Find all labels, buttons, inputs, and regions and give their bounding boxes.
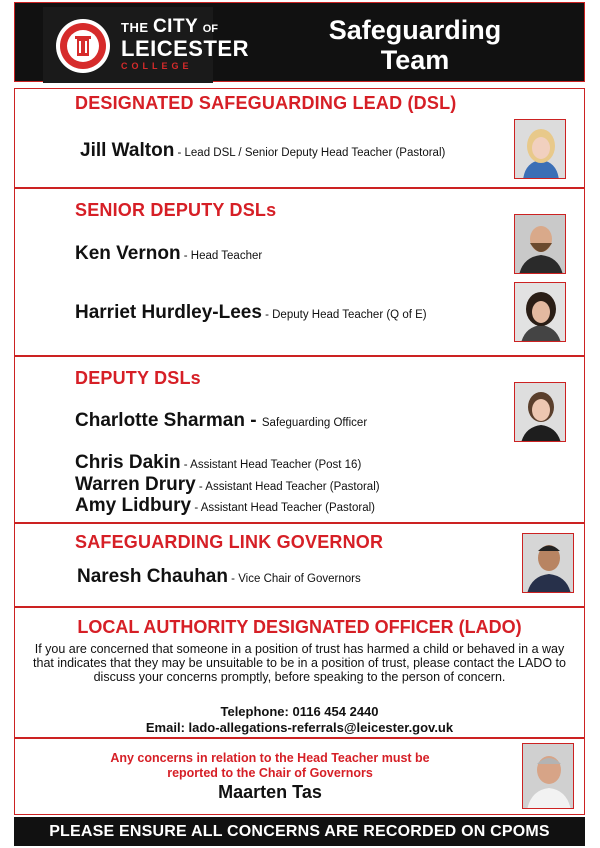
person-name: Amy Lidbury	[75, 495, 192, 516]
lado-email: Email: lado-allegations-referrals@leicester.gov.uk	[145, 720, 454, 735]
logo-of: OF	[202, 23, 218, 35]
person-name: Charlotte Sharman -	[75, 410, 262, 431]
dsl-person	[80, 140, 445, 162]
page-title-line2: Team	[380, 45, 450, 75]
person-role: - Lead DSL / Senior Deputy Head Teacher (Pastoral)	[174, 147, 446, 159]
person-name: Warren Drury	[75, 474, 196, 495]
logo-wordmark	[121, 17, 249, 71]
governor-person	[77, 566, 361, 588]
chair-of-governors-name: Maarten Tas	[218, 782, 322, 802]
person-photo-icon	[523, 534, 574, 593]
college-crest-icon	[55, 18, 111, 74]
section-divider	[14, 606, 585, 608]
deputy-person	[75, 452, 361, 474]
footer-banner: PLEASE ENSURE ALL CONCERNS ARE RECORDED ON CPOMS	[14, 817, 585, 846]
person-role: - Vice Chair of Governors	[227, 573, 361, 585]
person-name: Ken Vernon	[75, 243, 181, 264]
deputy-person	[75, 474, 380, 496]
person-role: Safeguarding Officer	[261, 417, 368, 429]
governor-section-title: SAFEGUARDING LINK GOVERNOR	[75, 532, 384, 552]
person-role: - Head Teacher	[180, 250, 263, 262]
jill-walton-photo	[514, 119, 566, 179]
person-photo-icon	[523, 744, 574, 809]
logo-city: CITY	[152, 16, 199, 37]
senior-deputy-section-title: SENIOR DEPUTY DSLs	[75, 200, 277, 220]
page-title-line1: Safeguarding	[328, 15, 502, 45]
section-divider	[14, 522, 585, 524]
lado-telephone: Telephone: 0116 454 2440	[220, 704, 379, 719]
deputy-person	[75, 495, 375, 517]
concern-line2: reported to the Chair of Governors	[167, 766, 373, 780]
senior-deputy-person	[75, 243, 262, 265]
person-role: - Assistant Head Teacher (Pastoral)	[191, 502, 375, 514]
logo-the: THE	[121, 20, 149, 35]
person-name: Chris Dakin	[75, 452, 181, 473]
person-name: Naresh Chauhan	[77, 566, 228, 587]
concern-line1: Any concerns in relation to the Head Teacher must be	[110, 751, 430, 765]
lado-section-title: LOCAL AUTHORITY DESIGNATED OFFICER (LADO)	[77, 617, 522, 637]
charlotte-sharman-photo	[514, 382, 566, 442]
section-divider	[14, 187, 585, 189]
person-photo-icon	[515, 215, 566, 274]
ken-vernon-photo	[514, 214, 566, 274]
person-photo-icon	[515, 283, 566, 342]
deputy-section-title: DEPUTY DSLs	[75, 368, 201, 388]
college-logo	[43, 7, 249, 83]
head-teacher-concern-notice	[60, 751, 480, 781]
person-name: Jill Walton	[80, 140, 175, 161]
maarten-tas-photo	[522, 743, 574, 809]
person-photo-icon	[515, 120, 566, 179]
logo-leicester: LEICESTER	[121, 36, 249, 61]
header-banner	[14, 2, 585, 82]
person-role: - Assistant Head Teacher (Post 16)	[180, 459, 362, 471]
dsl-section-title: DESIGNATED SAFEGUARDING LEAD (DSL)	[75, 93, 457, 113]
lado-description: If you are concerned that someone in a position of trust has harmed a child or behaved in a way that indicates that they may be unsuitable to be in a position of trust, please contact the LADO to discuss your concerns promptly, before speaking to the person of concern.	[33, 642, 566, 684]
section-divider	[14, 737, 585, 739]
naresh-chauhan-photo	[522, 533, 574, 593]
senior-deputy-person	[75, 302, 427, 324]
logo-college: COLLEGE	[121, 61, 193, 71]
person-role: - Deputy Head Teacher (Q of E)	[261, 309, 427, 321]
deputy-person	[75, 410, 367, 432]
page-title	[305, 15, 525, 75]
person-role: - Assistant Head Teacher (Pastoral)	[195, 481, 380, 493]
harriet-hurdley-lees-photo	[514, 282, 566, 342]
person-photo-icon	[515, 383, 566, 442]
section-divider	[14, 355, 585, 357]
person-name: Harriet Hurdley-Lees	[75, 302, 262, 323]
